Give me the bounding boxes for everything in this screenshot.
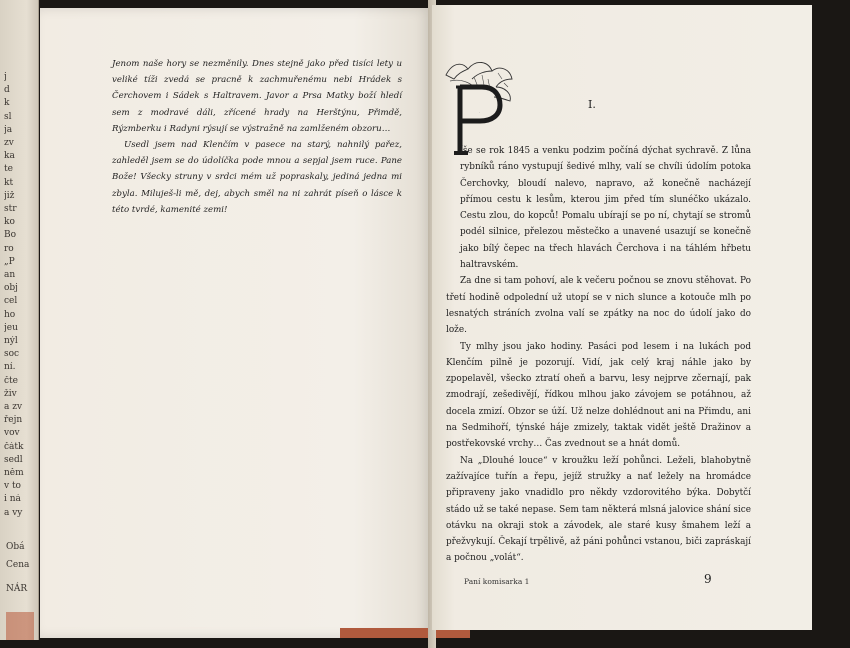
edge-fragment: Bo <box>4 230 17 241</box>
edge-fragment: te <box>4 164 13 175</box>
edge-fragment: jeu <box>4 322 18 333</box>
edge-fragment: cel <box>4 296 18 307</box>
right-paragraph-4: Na „Dlouhé louce“ v kroužku leží pohůnci. Leželi, blahobytně zažívajíce tuřín a řepu, jejíž stružky a nať ležely na hromádce připraveny jako vnadidlo pro někdy vzdorovitého býka. Dobytčí stádo už se také nepase. Sem tam některá mlsná jalovice shání sice otávku na okraji stok a závodek, ale staré kusy šmahem leží a přežvykují. Čekají trpělivě, až páni pohůnci vstanou, biči zapráskají a počnou „volát“. <box>446 455 751 564</box>
left-page-text <box>112 56 402 218</box>
edge-fragment: řejn <box>4 415 23 426</box>
edge-fragment: vov <box>4 428 20 439</box>
edge-fragment: j <box>4 72 7 82</box>
ornamental-dropcap-icon <box>438 57 520 157</box>
edge-fragment: ja <box>4 124 13 135</box>
previous-page-edge <box>0 0 39 640</box>
left-paragraph-2: Usedl jsem nad Klenčím v pasece na starý, nahnilý pařez, zahleděl jsem se do údolíčka pode mnou a sepjal jsem ruce. Pane Bože! Všecky struny v srdci mém už popraskaly, jediná jedna mi zbyla. Miluješ-li mě, dej, abych směl na ni zahrát píseň o lásce k této tvrdé, kamenité zemi! <box>112 140 402 215</box>
edge-fragment: čátk <box>4 441 24 452</box>
edge-fragment: d <box>4 85 10 96</box>
edge-fragment: ko <box>4 217 15 228</box>
edge-bottom-fragment: NÁR <box>6 584 28 594</box>
edge-fragment: a zv <box>4 402 23 412</box>
dropcap-letter: P <box>479 113 480 114</box>
edge-fragment: ka <box>4 151 15 162</box>
edge-fragment: zv <box>4 138 14 148</box>
edge-fragment: čte <box>4 375 18 386</box>
edge-bottom-fragment: Cena <box>6 560 30 570</box>
edge-fragment: ho <box>4 309 16 320</box>
edge-fragment: obj <box>4 283 18 294</box>
edge-fragment: a vy <box>4 507 23 518</box>
right-page <box>432 5 812 630</box>
edge-fragment: něm <box>4 468 24 478</box>
edge-fragment: „P <box>4 256 15 267</box>
right-paragraph-3: Ty mlhy jsou jako hodiny. Pasáci pod lesem i na lukách pod Klenčím pilně je pozorují. Vidí, jak celý kraj náhle jako by zpopelavěl, všecko ztratí oheň a barvu, lesy nejprve zčernají, pak zmodrají, zešedivějí, řídkou mlhou jako závojem se potáhnou, až docela zmizí. Obzor se úží. Už nelze dohlédnout ani na Přimdu, ani na Sedmihoří, týnské háje zmizely, taktak vidět ještě Dražinov a postřekovské vrchy… Čas zvednout se a hnát domů. <box>446 341 751 450</box>
edge-fragment: sedl <box>4 454 23 465</box>
edge-fragment: an <box>4 270 16 280</box>
edge-fragment: živ <box>4 388 17 399</box>
edge-bottom-fragment: Obá <box>6 542 25 552</box>
edge-fragment: sl <box>4 111 12 122</box>
edge-fragment: soc <box>4 349 20 360</box>
left-page <box>40 8 432 638</box>
edge-fragment: nýl <box>4 336 18 346</box>
edge-fragment: již <box>4 190 15 201</box>
edge-fragment: ní. <box>4 362 16 373</box>
edge-fragment: k <box>4 98 10 109</box>
edge-fragment: kt <box>4 177 14 188</box>
right-page-text <box>446 143 751 567</box>
spine-red-binding <box>6 612 34 640</box>
right-paragraph-1: íše se rok 1845 a venku podzim počíná dýchat sychravě. Z lůna rybníků ráno vystupují šedivé mlhy, valí se chvíli údolím potoka Čerchovky, bloudí nalevo, napravo, až konečně nacházejí přímou cestu k lesům, kterou jim před tím slunéčko ukázalo. Cestu zlou, do kopců! Pomalu ubírají se po ní, chytají se stromů podél silnice, přelezou městečko a unavené usazují se konečně jako bílý čepec na třech hlavách Čerchova i na táhlém hřbetu haltravském. <box>460 146 751 271</box>
right-paragraph-2: Za dne si tam pohoví, ale k večeru počnou se znovu stěhovat. Po třetí hodině odpolední už utopí se v nich slunce a kotouče mlh po lesnatých stráních zvolna valí se zpátky na noc do údolí jako do lože. <box>446 276 751 336</box>
edge-fragment: str <box>4 204 17 214</box>
left-paragraph-1: Jenom naše hory se nezměnily. Dnes stejně jako před tisíci lety u veliké tíži zvedá se pracně k zachmuřenému nebi Hrádek s Čerchovem i Sádek s Haltravem. Javor a Prsa Matky boží hledí sem z modravé dáli, zřícené hrady na Herštýnu, Přimdě, Rýzmberku i Radyni rýsují se výstražně na zamlženém obzoru… <box>112 59 402 134</box>
chapter-number: I. <box>588 98 596 111</box>
edge-fragment: i ná <box>4 494 21 505</box>
page-number: 9 <box>704 572 712 586</box>
edge-fragment: v to <box>4 481 21 492</box>
footer-book-title: Paní komisarka 1 <box>464 577 530 586</box>
edge-fragment: ro <box>4 243 14 254</box>
